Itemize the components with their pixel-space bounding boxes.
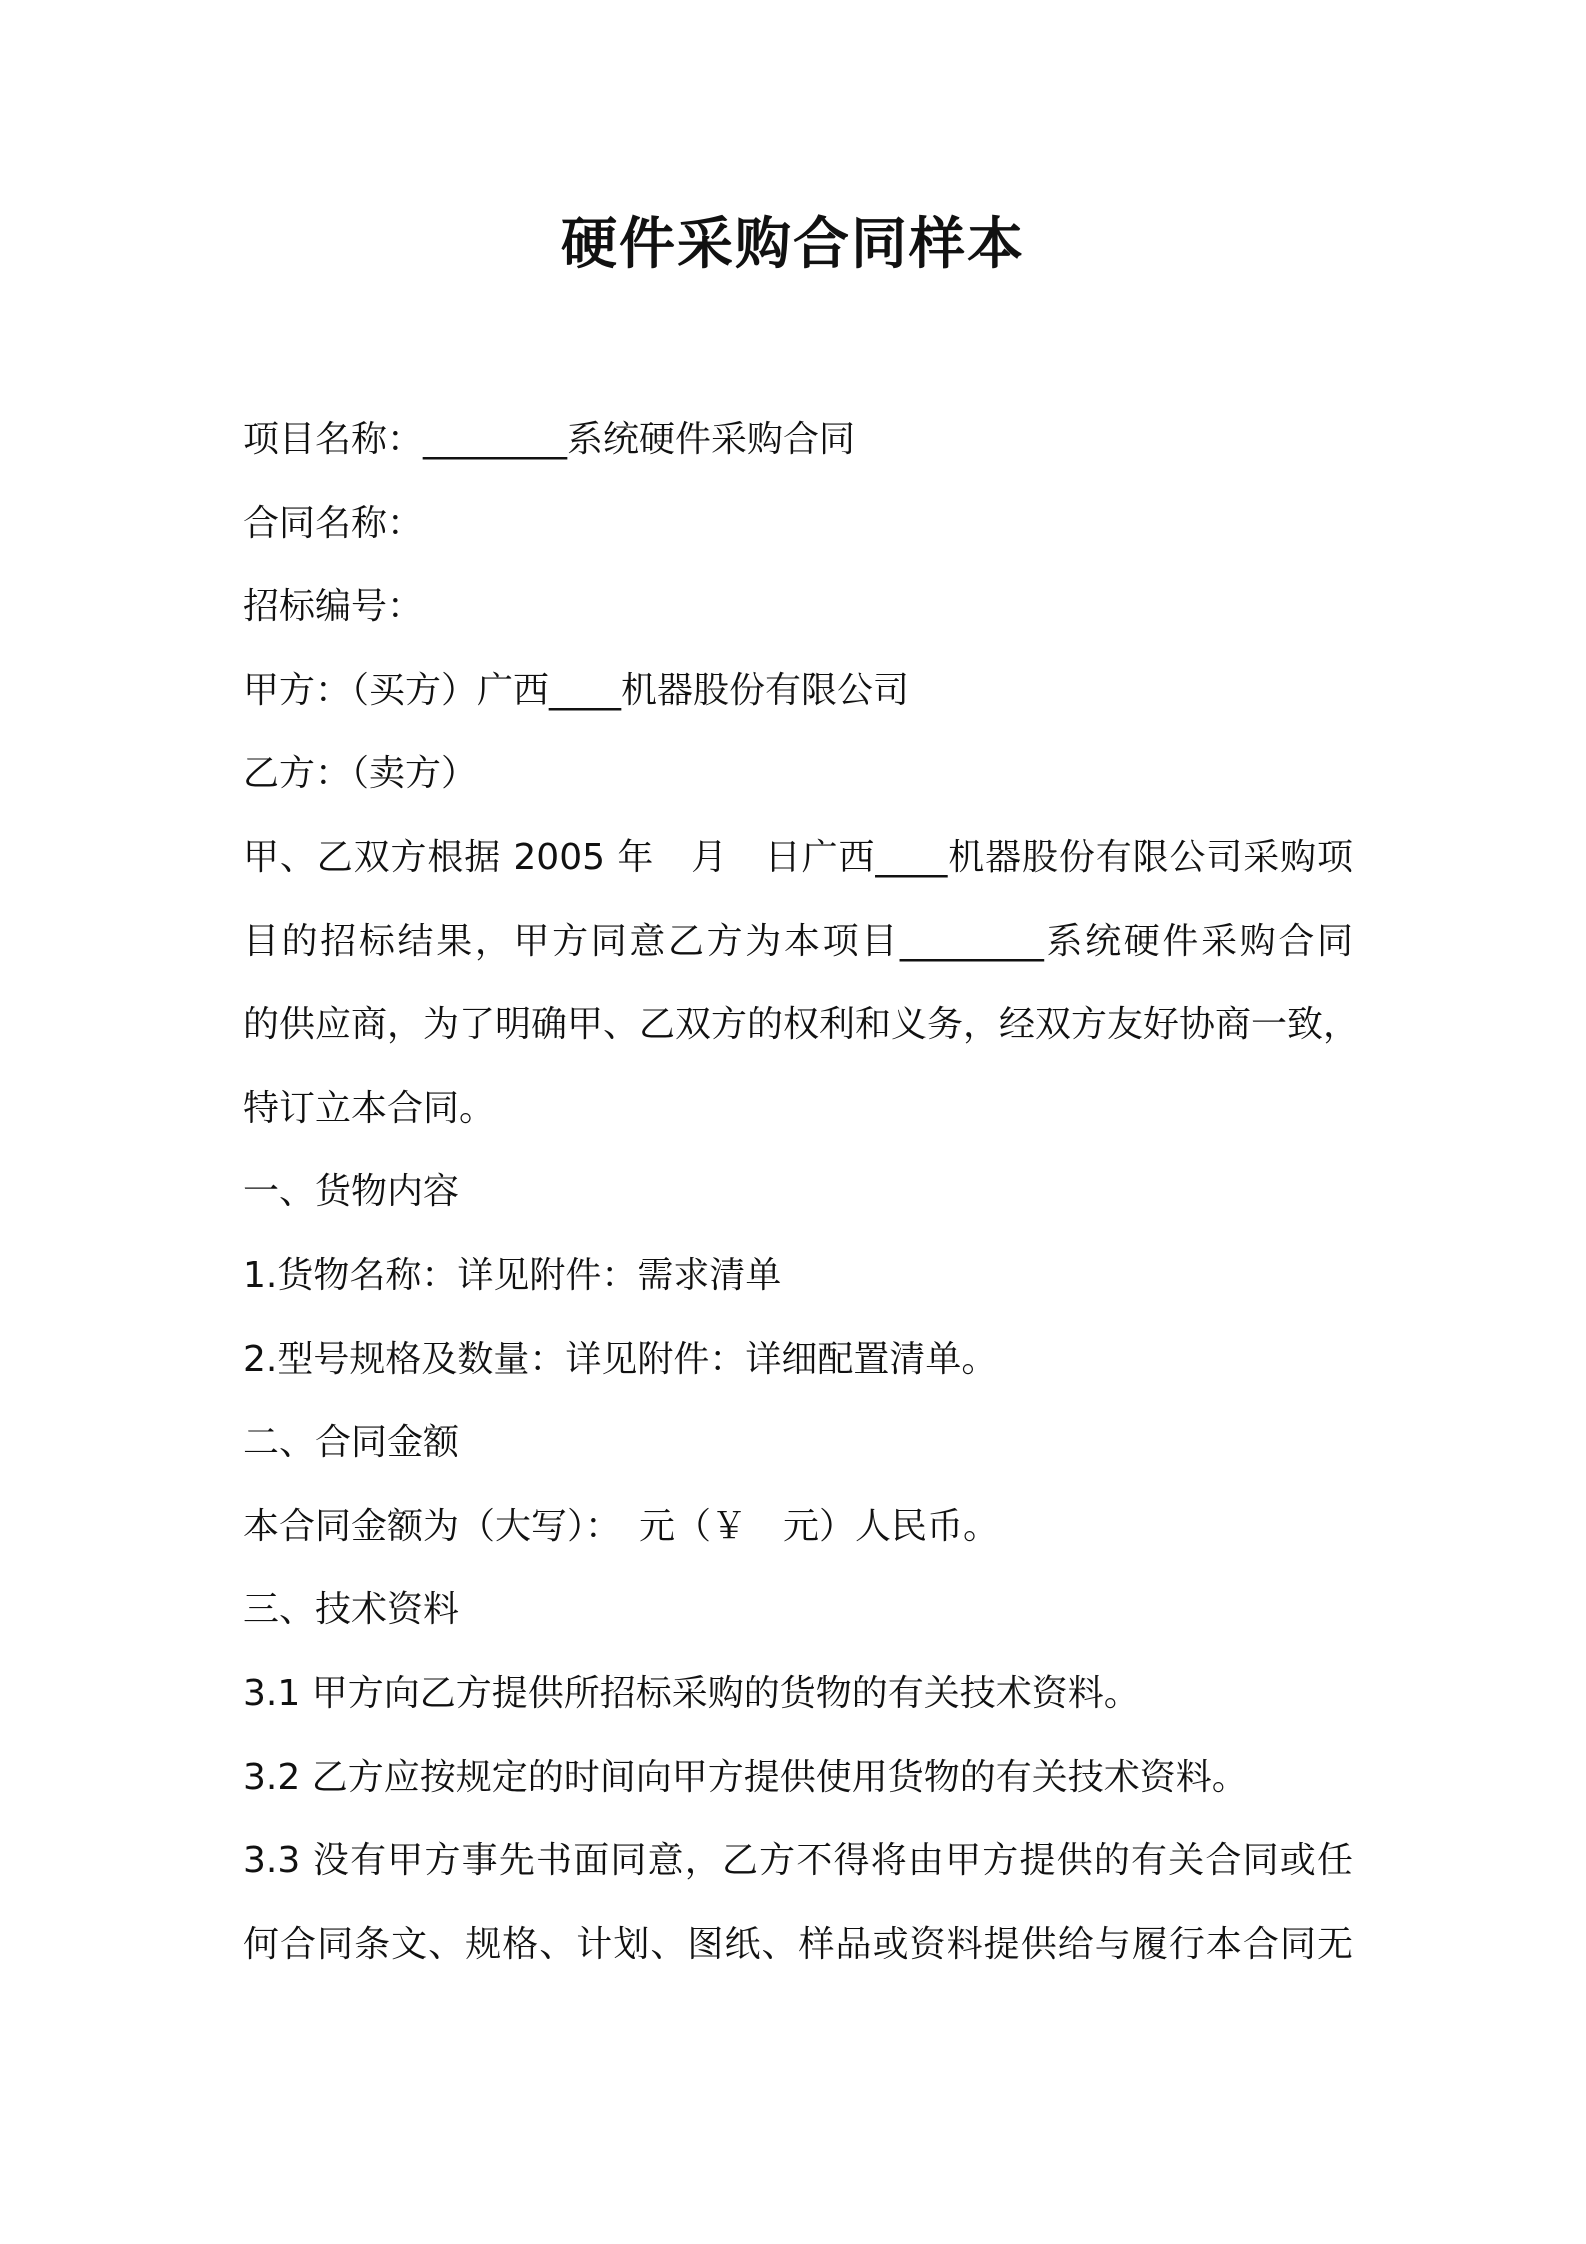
document-title: 硬件采购合同样本 bbox=[561, 212, 1025, 277]
document-body bbox=[243, 398, 1360, 1986]
section-heading-goods: 一、货物内容 bbox=[243, 1171, 460, 1213]
project-name-line: 项目名称：________系统硬件采购合同 bbox=[243, 419, 856, 460]
preamble-line-4: 特订立本合同。 bbox=[243, 1087, 496, 1129]
clause-3-1: 3.1 甲方向乙方提供所招标采购的货物的有关技术资料。 bbox=[243, 1672, 1140, 1714]
tender-number-line: 招标编号： bbox=[243, 586, 424, 628]
contract-amount-line: 本合同金额为（大写）： 元（￥ 元）人民币。 bbox=[243, 1505, 1000, 1547]
clause-3-2: 3.2 乙方应按规定的时间向甲方提供使用货物的有关技术资料。 bbox=[243, 1756, 1248, 1798]
clause-3-3-line-2: 何合同条文、规格、计划、图纸、样品或资料提供给与履行本合同无 bbox=[243, 1923, 1353, 1965]
preamble-line-2: 目的招标结果，甲方同意乙方为本项目________系统硬件采购合同 bbox=[243, 920, 1353, 962]
preamble-line-1: 甲、乙双方根据 2005 年 月 日广西____机器股份有限公司采购项 bbox=[243, 836, 1353, 878]
preamble-line-3: 的供应商，为了明确甲、乙双方的权利和义务，经双方友好协商一致， bbox=[243, 1004, 1360, 1046]
party-a-line: 甲方：（买方）广西____机器股份有限公司 bbox=[243, 669, 910, 711]
contract-name-line: 合同名称： bbox=[243, 502, 424, 544]
party-b-line: 乙方：（卖方） bbox=[243, 753, 478, 795]
section-heading-technical: 三、技术资料 bbox=[243, 1589, 460, 1631]
section-heading-amount: 二、合同金额 bbox=[243, 1422, 460, 1464]
goods-spec-line: 2.型号规格及数量：详见附件：详细配置清单。 bbox=[243, 1338, 998, 1380]
clause-3-3-line-1: 3.3 没有甲方事先书面同意，乙方不得将由甲方提供的有关合同或任 bbox=[243, 1840, 1353, 1882]
goods-name-line: 1.货物名称：详见附件：需求清单 bbox=[243, 1254, 782, 1296]
